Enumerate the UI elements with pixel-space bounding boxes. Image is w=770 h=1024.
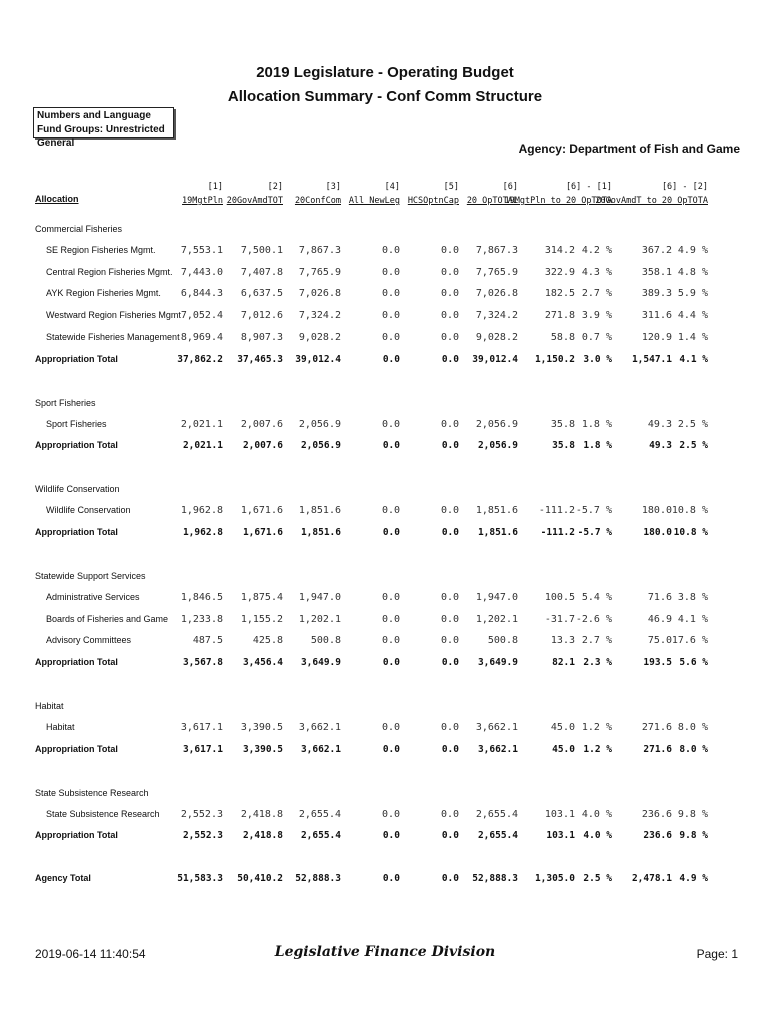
cell-value: 9,028.2 bbox=[298, 331, 341, 343]
cell-value: -5.7 % bbox=[577, 526, 612, 538]
cell-value: 1,962.8 bbox=[182, 526, 223, 538]
cell-value: 0.7 % bbox=[581, 331, 612, 343]
cell-value: 0.0 bbox=[440, 505, 459, 517]
cell-value: 71.6 bbox=[647, 591, 672, 603]
column-header bbox=[182, 180, 223, 208]
cell-value: 7,867.3 bbox=[298, 245, 341, 256]
cell-value: 0.0 bbox=[381, 310, 400, 322]
table-row bbox=[0, 267, 770, 281]
row-label: Appropriation Total bbox=[35, 743, 118, 754]
cell-value: 500.8 bbox=[310, 635, 341, 647]
row-label: Appropriation Total bbox=[35, 526, 118, 537]
cell-value: 2,021.1 bbox=[180, 418, 223, 430]
appropriation-total-row bbox=[0, 440, 770, 454]
cell-value: 0.0 bbox=[440, 808, 459, 820]
cell-value: 2.3 % bbox=[583, 657, 612, 668]
cell-value: 0.0 bbox=[441, 830, 459, 842]
cell-value: 6,844.3 bbox=[180, 288, 223, 300]
cell-value: 358.1 bbox=[641, 266, 672, 278]
cell-value: 100.5 bbox=[544, 591, 575, 603]
cell-value: 4.3 % bbox=[581, 266, 612, 278]
cell-value: -111.2 bbox=[538, 505, 575, 517]
cell-value: 236.6 bbox=[643, 830, 672, 842]
cell-value: 120.9 bbox=[641, 331, 672, 343]
cell-value: 0.0 bbox=[440, 722, 459, 733]
column-index: [1] bbox=[207, 182, 223, 192]
cell-value: 9,028.2 bbox=[475, 331, 518, 343]
cell-value: 2,552.3 bbox=[180, 808, 223, 820]
cell-value: 0.0 bbox=[381, 505, 400, 517]
cell-value: 4.0 % bbox=[583, 830, 612, 842]
cell-value: 1,305.0 bbox=[534, 873, 575, 884]
cell-value: 0.0 bbox=[441, 657, 459, 668]
cell-value: -2.6 % bbox=[575, 613, 612, 625]
cell-value: 425.8 bbox=[252, 635, 283, 647]
cell-value: 7,765.9 bbox=[475, 266, 518, 278]
cell-value: 1.4 % bbox=[677, 331, 708, 343]
cell-value: 8,969.4 bbox=[180, 331, 223, 343]
section-heading: State Subsistence Research bbox=[35, 787, 149, 798]
cell-value: 2,056.9 bbox=[475, 418, 518, 430]
cell-value: 3.0 % bbox=[583, 353, 612, 365]
row-label: Appropriation Total bbox=[35, 657, 118, 667]
cell-value: 1,547.1 bbox=[631, 353, 672, 365]
cell-value: 2,552.3 bbox=[182, 830, 223, 842]
cell-value: 52,888.3 bbox=[472, 873, 518, 884]
cell-value: 7,026.8 bbox=[298, 288, 341, 300]
cell-value: 49.3 bbox=[647, 418, 672, 430]
cell-value: 0.0 bbox=[440, 613, 459, 625]
cell-value: 0.0 bbox=[382, 657, 400, 668]
cell-value: 2,007.6 bbox=[240, 418, 283, 430]
column-name: 20 OpTOTAL bbox=[466, 196, 518, 206]
cell-value: 0.0 bbox=[381, 418, 400, 430]
cell-value: 0.0 bbox=[382, 353, 400, 365]
cell-value: 2,655.4 bbox=[300, 830, 341, 842]
cell-value: 271.8 bbox=[544, 310, 575, 322]
row-label: Agency Total bbox=[35, 873, 91, 883]
row-label: Appropriation Total bbox=[35, 353, 118, 364]
cell-value: -5.7 % bbox=[575, 505, 612, 517]
cell-value: 5.4 % bbox=[581, 591, 612, 603]
cell-value: 0.0 bbox=[381, 635, 400, 647]
footer-timestamp: 2019-06-14 11:40:54 bbox=[35, 947, 146, 961]
section-heading: Sport Fisheries bbox=[35, 397, 96, 408]
cell-value: 0.0 bbox=[440, 418, 459, 430]
column-index: [6] bbox=[502, 182, 518, 192]
row-label: Wildlife Conservation bbox=[46, 505, 131, 516]
cell-value: 2,478.1 bbox=[631, 873, 672, 884]
cell-value: 0.0 bbox=[441, 353, 459, 365]
cell-value: 236.6 bbox=[641, 808, 672, 820]
cell-value: 39,012.4 bbox=[472, 353, 518, 365]
cell-value: 2.5 % bbox=[583, 873, 612, 884]
column-name: HCSOptnCap bbox=[407, 196, 459, 206]
cell-value: 0.0 bbox=[440, 591, 459, 603]
section-heading: Wildlife Conservation bbox=[35, 484, 120, 495]
allocation-header: Allocation bbox=[35, 194, 79, 204]
column-header bbox=[349, 180, 400, 208]
cell-value: 7,443.0 bbox=[180, 266, 223, 278]
report-title: 2019 Legislature - Operating Budget bbox=[256, 64, 514, 81]
cell-value: 3,662.1 bbox=[298, 722, 341, 733]
cell-value: 45.0 bbox=[550, 722, 575, 733]
cell-value: 4.9 % bbox=[679, 873, 708, 884]
cell-value: 1.8 % bbox=[583, 440, 612, 452]
appropriation-total-row bbox=[0, 830, 770, 844]
cell-value: 46.9 bbox=[647, 613, 672, 625]
cell-value: 1.2 % bbox=[583, 743, 612, 755]
cell-value: 2.5 % bbox=[679, 440, 708, 452]
cell-value: 17.6 % bbox=[671, 635, 708, 647]
cell-value: 9.8 % bbox=[679, 830, 708, 842]
cell-value: 7,324.2 bbox=[298, 310, 341, 322]
cell-value: 1,846.5 bbox=[180, 591, 223, 603]
column-name: 19MgtPln to 20 OpTOTA bbox=[504, 196, 612, 206]
table-row bbox=[0, 722, 770, 736]
cell-value: 75.0 bbox=[647, 635, 672, 647]
cell-value: 0.0 bbox=[382, 440, 400, 452]
footer-page-number: Page: 1 bbox=[696, 947, 738, 961]
cell-value: 0.0 bbox=[381, 591, 400, 603]
table-row bbox=[0, 288, 770, 302]
cell-value: 37,465.3 bbox=[237, 353, 283, 365]
cell-value: 4.8 % bbox=[677, 266, 708, 278]
cell-value: 1,671.6 bbox=[242, 526, 283, 538]
fund-group-box bbox=[33, 107, 174, 149]
row-label: Habitat bbox=[46, 722, 75, 732]
cell-value: 271.6 bbox=[643, 743, 672, 755]
agency-total-row bbox=[0, 873, 770, 887]
appropriation-total-row bbox=[0, 657, 770, 671]
cell-value: 3,390.5 bbox=[242, 743, 283, 755]
column-name: 20GovAmdTOT bbox=[226, 196, 283, 206]
cell-value: 7,765.9 bbox=[298, 266, 341, 278]
cell-value: 3,617.1 bbox=[182, 743, 223, 755]
cell-value: 7,012.6 bbox=[240, 310, 283, 322]
cell-value: 180.0 bbox=[643, 526, 672, 538]
cell-value: 10.8 % bbox=[673, 526, 708, 538]
fund-box-line2: Fund Groups: Unrestricted General bbox=[37, 124, 165, 149]
table-row bbox=[0, 332, 770, 346]
cell-value: 8.0 % bbox=[679, 743, 708, 755]
cell-value: 1,851.6 bbox=[300, 526, 341, 538]
cell-value: 0.0 bbox=[440, 266, 459, 278]
cell-value: 1,202.1 bbox=[298, 613, 341, 625]
cell-value: 8,907.3 bbox=[240, 331, 283, 343]
cell-value: 4.2 % bbox=[581, 245, 612, 256]
cell-value: 9.8 % bbox=[677, 808, 708, 820]
cell-value: 311.6 bbox=[641, 310, 672, 322]
cell-value: 1,947.0 bbox=[298, 591, 341, 603]
cell-value: 0.0 bbox=[381, 808, 400, 820]
cell-value: 49.3 bbox=[649, 440, 672, 452]
cell-value: 5.9 % bbox=[677, 288, 708, 300]
cell-value: 35.8 bbox=[552, 440, 575, 452]
cell-value: 7,052.4 bbox=[180, 310, 223, 322]
table-row bbox=[0, 592, 770, 606]
cell-value: 2,418.8 bbox=[242, 830, 283, 842]
cell-value: 2,056.9 bbox=[477, 440, 518, 452]
cell-value: 7,500.1 bbox=[240, 245, 283, 256]
section-heading: Commercial Fisheries bbox=[35, 224, 123, 234]
cell-value: 2,007.6 bbox=[242, 440, 283, 452]
cell-value: 2,655.4 bbox=[475, 808, 518, 820]
cell-value: 3,662.1 bbox=[475, 722, 518, 733]
cell-value: 1.8 % bbox=[581, 418, 612, 430]
cell-value: 2.7 % bbox=[581, 288, 612, 300]
cell-value: 2,056.9 bbox=[298, 418, 341, 430]
table-row bbox=[0, 614, 770, 628]
cell-value: 8.0 % bbox=[677, 722, 708, 733]
cell-value: 487.5 bbox=[192, 635, 223, 647]
cell-value: 1,875.4 bbox=[240, 591, 283, 603]
cell-value: 0.0 bbox=[381, 266, 400, 278]
row-label: AYK Region Fisheries Mgmt. bbox=[46, 288, 161, 299]
cell-value: 2,418.8 bbox=[240, 808, 283, 820]
cell-value: 13.3 bbox=[550, 635, 575, 647]
row-label: Boards of Fisheries and Game bbox=[46, 613, 169, 624]
cell-value: 0.0 bbox=[440, 331, 459, 343]
cell-value: 389.3 bbox=[641, 288, 672, 300]
appropriation-total-row bbox=[0, 744, 770, 758]
cell-value: 271.6 bbox=[641, 722, 672, 733]
cell-value: 3,617.1 bbox=[180, 722, 223, 733]
column-header bbox=[595, 180, 708, 208]
cell-value: 52,888.3 bbox=[295, 873, 341, 884]
cell-value: 1,233.8 bbox=[180, 613, 223, 625]
column-name: All NewLeg bbox=[348, 196, 400, 206]
cell-value: 39,012.4 bbox=[295, 353, 341, 365]
cell-value: 3,649.9 bbox=[477, 657, 518, 668]
cell-value: 2,056.9 bbox=[300, 440, 341, 452]
column-index: [4] bbox=[384, 182, 400, 192]
cell-value: 3.8 % bbox=[677, 591, 708, 603]
cell-value: 0.0 bbox=[381, 613, 400, 625]
fund-box-line1: Numbers and Language bbox=[37, 110, 151, 121]
cell-value: 4.1 % bbox=[677, 613, 708, 625]
column-index: [6] - [1] bbox=[565, 182, 612, 192]
cell-value: 0.0 bbox=[440, 310, 459, 322]
cell-value: 500.8 bbox=[487, 635, 518, 647]
column-index: [3] bbox=[325, 182, 341, 192]
table-row bbox=[0, 505, 770, 519]
cell-value: 103.1 bbox=[544, 808, 575, 820]
column-name: 20ConfCom bbox=[294, 196, 341, 206]
table-row bbox=[0, 809, 770, 823]
column-index: [2] bbox=[267, 182, 283, 192]
row-label: Statewide Fisheries Management bbox=[46, 331, 180, 342]
cell-value: 0.0 bbox=[441, 440, 459, 452]
cell-value: 2.7 % bbox=[581, 635, 612, 647]
row-label: SE Region Fisheries Mgmt. bbox=[46, 245, 156, 255]
cell-value: 4.9 % bbox=[677, 245, 708, 256]
cell-value: 2,655.4 bbox=[477, 830, 518, 842]
column-header bbox=[227, 180, 283, 208]
cell-value: 7,867.3 bbox=[475, 245, 518, 256]
cell-value: 10.8 % bbox=[671, 505, 708, 517]
column-name: 20GovAmdT to 20 OpTOTA bbox=[595, 196, 708, 206]
cell-value: 4.1 % bbox=[679, 353, 708, 365]
cell-value: 0.0 bbox=[381, 245, 400, 256]
table-row bbox=[0, 245, 770, 259]
row-label: Administrative Services bbox=[46, 591, 140, 602]
table-row bbox=[0, 310, 770, 324]
cell-value: 7,026.8 bbox=[475, 288, 518, 300]
cell-value: 0.0 bbox=[382, 743, 400, 755]
cell-value: 0.0 bbox=[382, 526, 400, 538]
cell-value: 6,637.5 bbox=[240, 288, 283, 300]
cell-value: 2.5 % bbox=[677, 418, 708, 430]
cell-value: -31.7 bbox=[544, 613, 575, 625]
row-label: Advisory Committees bbox=[46, 635, 132, 646]
cell-value: 1.2 % bbox=[581, 722, 612, 733]
cell-value: 0.0 bbox=[440, 635, 459, 647]
cell-value: 5.6 % bbox=[679, 657, 708, 668]
cell-value: 7,407.8 bbox=[240, 266, 283, 278]
cell-value: 3,662.1 bbox=[300, 743, 341, 755]
cell-value: 1,851.6 bbox=[475, 505, 518, 517]
cell-value: 0.0 bbox=[382, 830, 400, 842]
cell-value: 0.0 bbox=[440, 288, 459, 300]
section-heading: Habitat bbox=[35, 701, 64, 711]
cell-value: 1,202.1 bbox=[475, 613, 518, 625]
section-heading: Statewide Support Services bbox=[35, 570, 146, 581]
appropriation-total-row bbox=[0, 527, 770, 541]
cell-value: 7,553.1 bbox=[180, 245, 223, 256]
cell-value: 4.0 % bbox=[581, 808, 612, 820]
cell-value: 193.5 bbox=[643, 657, 672, 668]
cell-value: 0.0 bbox=[440, 245, 459, 256]
cell-value: 2,021.1 bbox=[182, 440, 223, 452]
cell-value: 3.9 % bbox=[581, 310, 612, 322]
row-label: Appropriation Total bbox=[35, 830, 118, 841]
cell-value: 3,567.8 bbox=[182, 657, 223, 668]
cell-value: 103.1 bbox=[546, 830, 575, 842]
cell-value: 0.0 bbox=[381, 288, 400, 300]
cell-value: 1,851.6 bbox=[298, 505, 341, 517]
column-header bbox=[295, 180, 341, 208]
cell-value: 37,862.2 bbox=[177, 353, 223, 365]
cell-value: 314.2 bbox=[544, 245, 575, 256]
cell-value: 0.0 bbox=[441, 743, 459, 755]
cell-value: 1,962.8 bbox=[180, 505, 223, 517]
cell-value: 50,410.2 bbox=[237, 873, 283, 884]
cell-value: 322.9 bbox=[544, 266, 575, 278]
cell-value: 4.4 % bbox=[677, 310, 708, 322]
cell-value: 0.0 bbox=[381, 331, 400, 343]
agency-label: Agency: Department of Fish and Game bbox=[518, 142, 740, 156]
cell-value: 7,324.2 bbox=[475, 310, 518, 322]
cell-value: 182.5 bbox=[544, 288, 575, 300]
cell-value: 3,390.5 bbox=[240, 722, 283, 733]
cell-value: 3,456.4 bbox=[242, 657, 283, 668]
cell-value: 0.0 bbox=[441, 526, 459, 538]
table-row bbox=[0, 635, 770, 649]
cell-value: 51,583.3 bbox=[177, 873, 223, 884]
cell-value: 58.8 bbox=[550, 331, 575, 343]
column-index: [5] bbox=[443, 182, 459, 192]
footer-division: Legislative Finance Division bbox=[274, 944, 496, 960]
cell-value: 367.2 bbox=[641, 245, 672, 256]
row-label: Sport Fisheries bbox=[46, 418, 107, 429]
column-header bbox=[408, 180, 459, 208]
cell-value: 0.0 bbox=[381, 722, 400, 733]
row-label: Central Region Fisheries Mgmt. bbox=[46, 266, 173, 277]
cell-value: 0.0 bbox=[441, 873, 459, 884]
cell-value: 45.0 bbox=[552, 743, 575, 755]
cell-value: 1,851.6 bbox=[477, 526, 518, 538]
cell-value: -111.2 bbox=[540, 526, 575, 538]
cell-value: 1,155.2 bbox=[240, 613, 283, 625]
cell-value: 0.0 bbox=[382, 873, 400, 884]
column-name: 19MgtPln bbox=[182, 196, 223, 206]
cell-value: 3,662.1 bbox=[477, 743, 518, 755]
table-row bbox=[0, 419, 770, 433]
row-label: Appropriation Total bbox=[35, 440, 118, 451]
cell-value: 2,655.4 bbox=[298, 808, 341, 820]
cell-value: 180.0 bbox=[641, 505, 672, 517]
cell-value: 3,649.9 bbox=[300, 657, 341, 668]
column-index: [6] - [2] bbox=[661, 182, 708, 192]
report-subtitle: Allocation Summary - Conf Comm Structure bbox=[227, 88, 543, 105]
cell-value: 1,671.6 bbox=[240, 505, 283, 517]
row-label: Westward Region Fisheries Mgmt bbox=[46, 310, 181, 321]
appropriation-total-row bbox=[0, 354, 770, 368]
cell-value: 82.1 bbox=[552, 657, 575, 668]
cell-value: 1,150.2 bbox=[534, 353, 575, 365]
cell-value: 35.8 bbox=[550, 418, 575, 430]
cell-value: 1,947.0 bbox=[475, 591, 518, 603]
row-label: State Subsistence Research bbox=[46, 808, 160, 819]
